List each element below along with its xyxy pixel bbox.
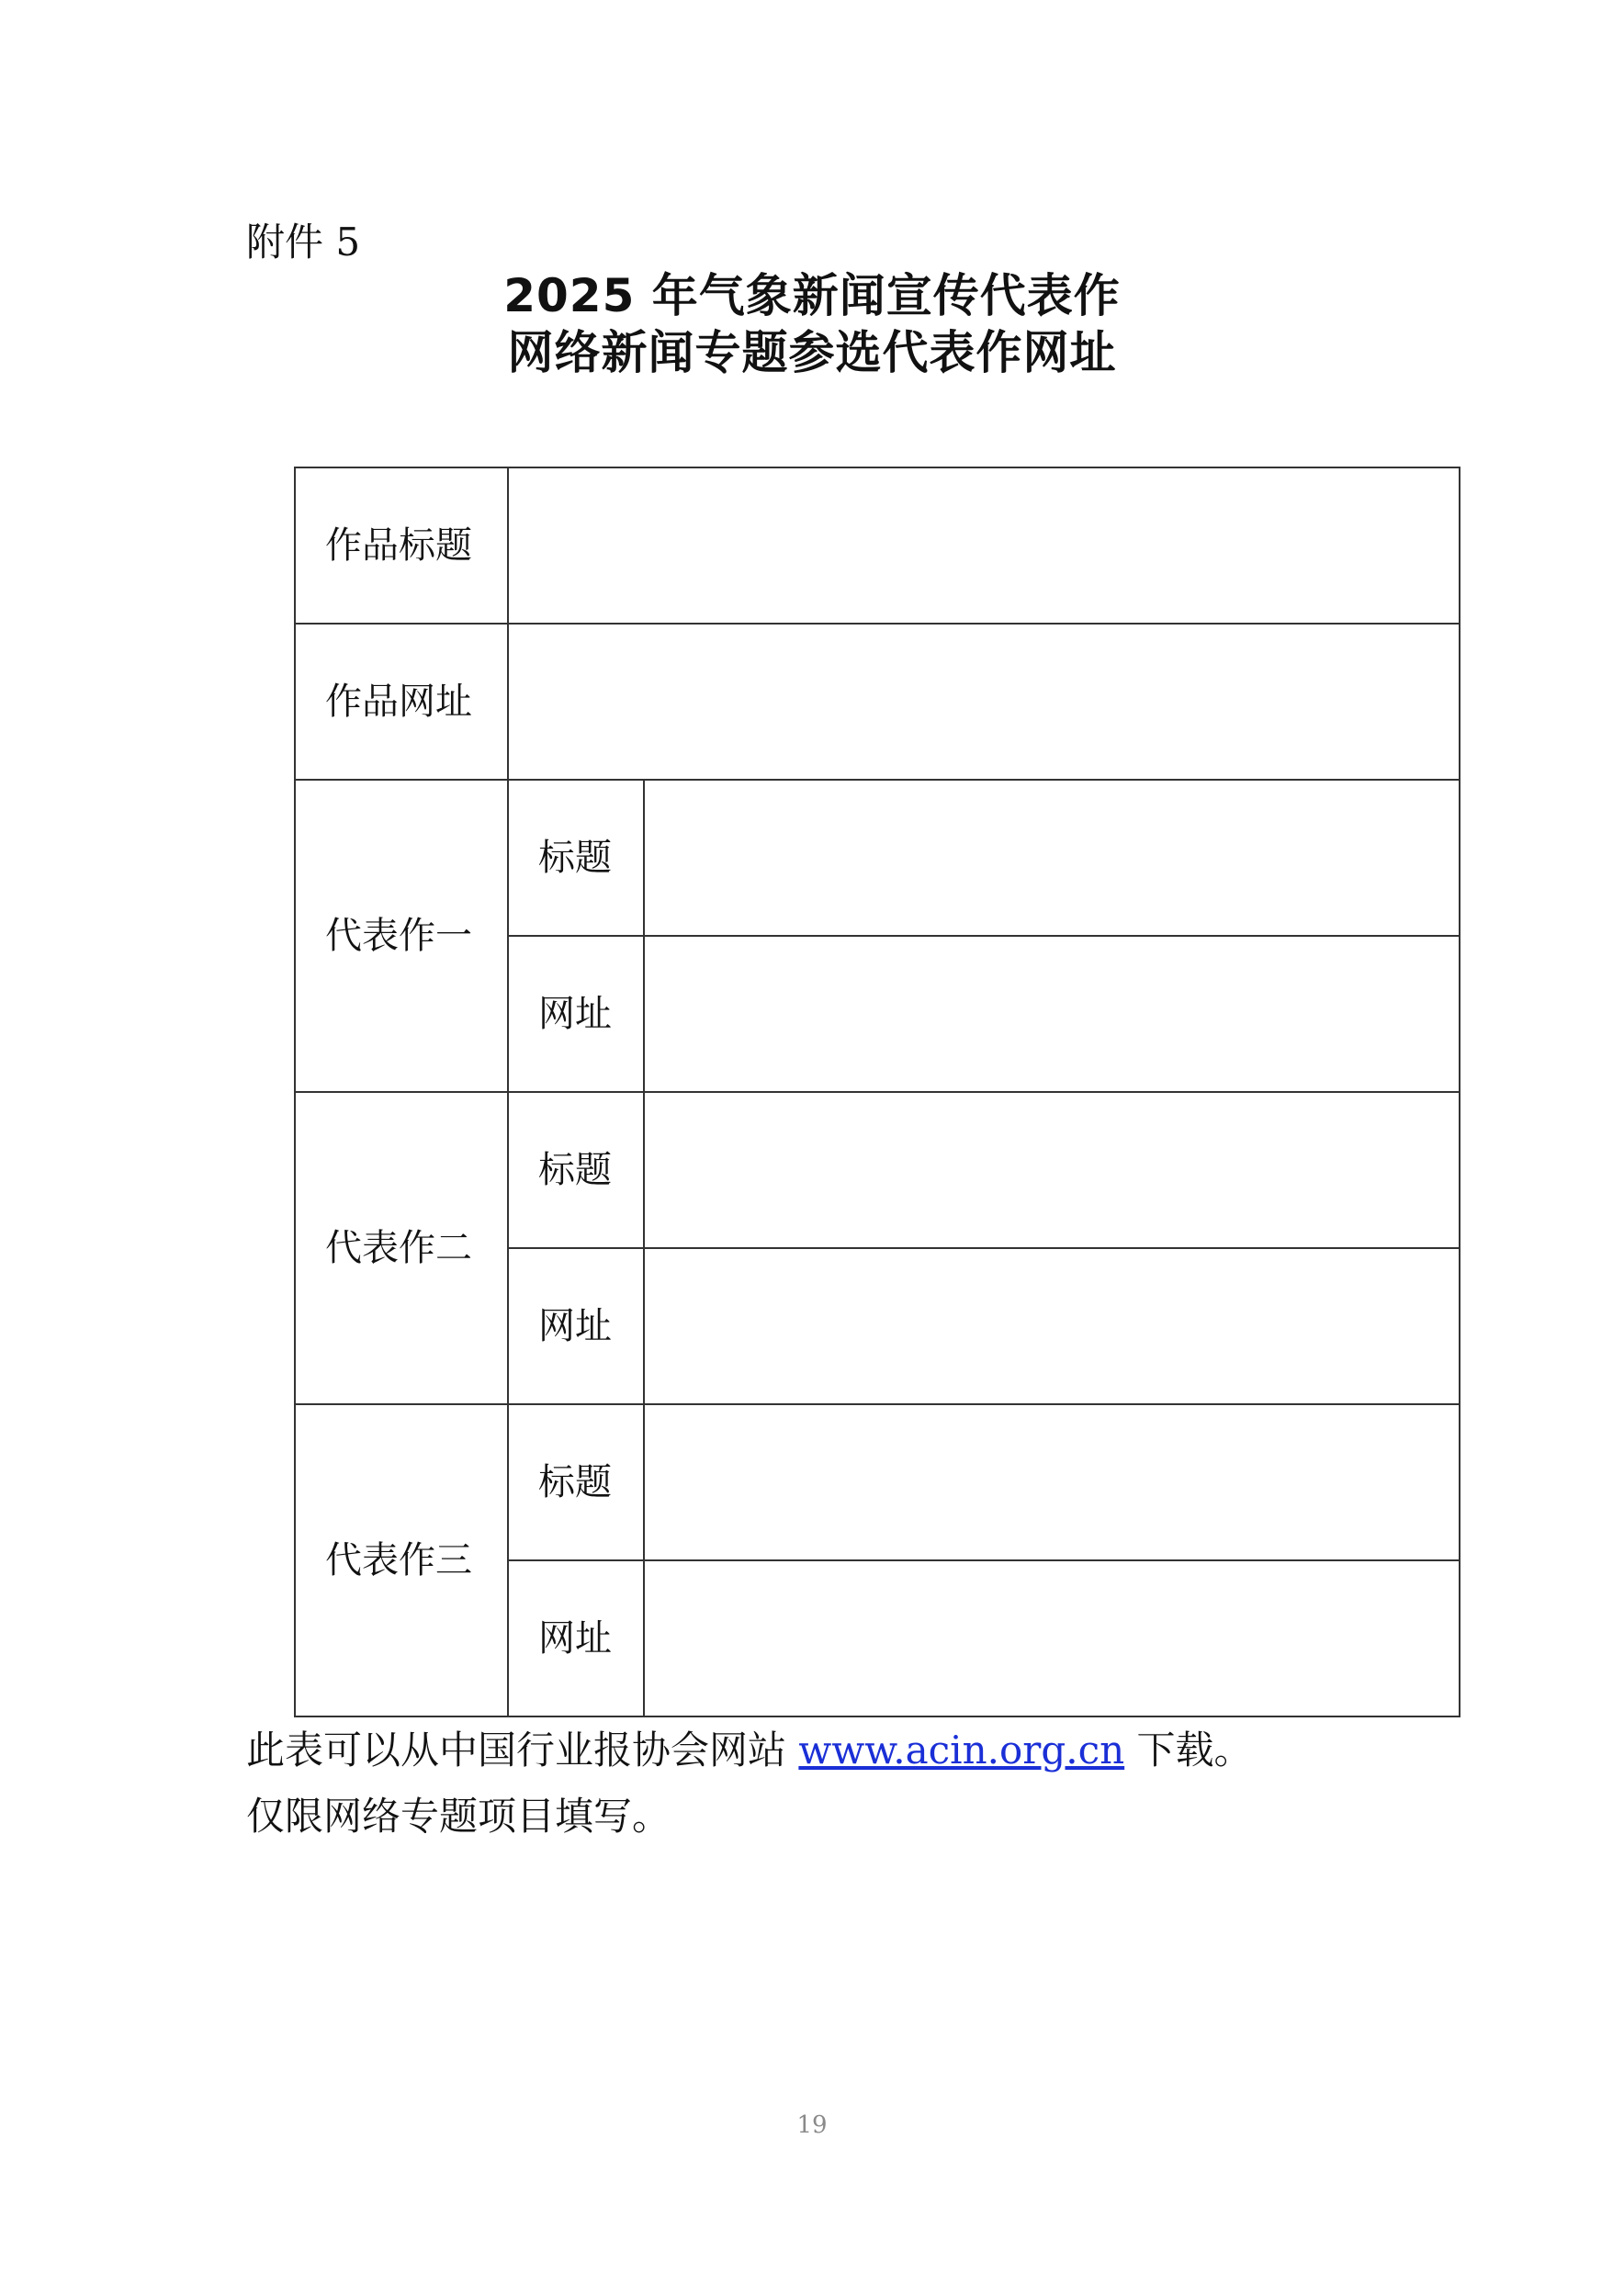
page-title-line-1: 2025 年气象新闻宣传代表作 — [503, 269, 1121, 322]
acin-website-link[interactable]: www.acin.org.cn — [798, 1728, 1125, 1773]
page-title-line-2: 网络新闻专题参选代表作网址 — [507, 326, 1117, 379]
download-note — [246, 1725, 1253, 1776]
work-url-label: 作品网址 — [295, 624, 508, 780]
entry-2-url-label: 网址 — [508, 1248, 644, 1404]
entry-3-url-label: 网址 — [508, 1560, 644, 1716]
entry-2-url-field[interactable] — [644, 1248, 1460, 1404]
entry-3-title-field[interactable] — [644, 1404, 1460, 1560]
entry-2-title-label: 标题 — [508, 1092, 644, 1248]
download-note-suffix: 下载。 — [1136, 1728, 1253, 1773]
entry-1-url-label: 网址 — [508, 936, 644, 1092]
entry-2-name: 代表作二 — [295, 1092, 508, 1404]
scope-note: 仅限网络专题项目填写。 — [246, 1794, 671, 1839]
annex-label: 附件 5 — [246, 219, 361, 264]
entry-3-title-label: 标题 — [508, 1404, 644, 1560]
entry-1-title-label: 标题 — [508, 780, 644, 936]
work-title-label: 作品标题 — [295, 467, 508, 624]
work-url-field[interactable] — [508, 624, 1460, 780]
row-entry-2-title — [295, 1092, 1460, 1248]
row-entry-1-title — [295, 780, 1460, 936]
row-work-url — [295, 624, 1460, 780]
submission-form-table — [294, 467, 1460, 1717]
entry-3-url-field[interactable] — [644, 1560, 1460, 1716]
download-note-prefix: 此表可以从中国行业报协会网站 — [246, 1728, 787, 1773]
entry-1-url-field[interactable] — [644, 936, 1460, 1092]
entry-2-title-field[interactable] — [644, 1092, 1460, 1248]
page-number: 19 — [796, 2111, 828, 2139]
entry-1-title-field[interactable] — [644, 780, 1460, 936]
row-entry-3-title — [295, 1404, 1460, 1560]
row-work-title — [295, 467, 1460, 624]
entry-1-name: 代表作一 — [295, 780, 508, 1092]
work-title-field[interactable] — [508, 467, 1460, 624]
entry-3-name: 代表作三 — [295, 1404, 508, 1716]
